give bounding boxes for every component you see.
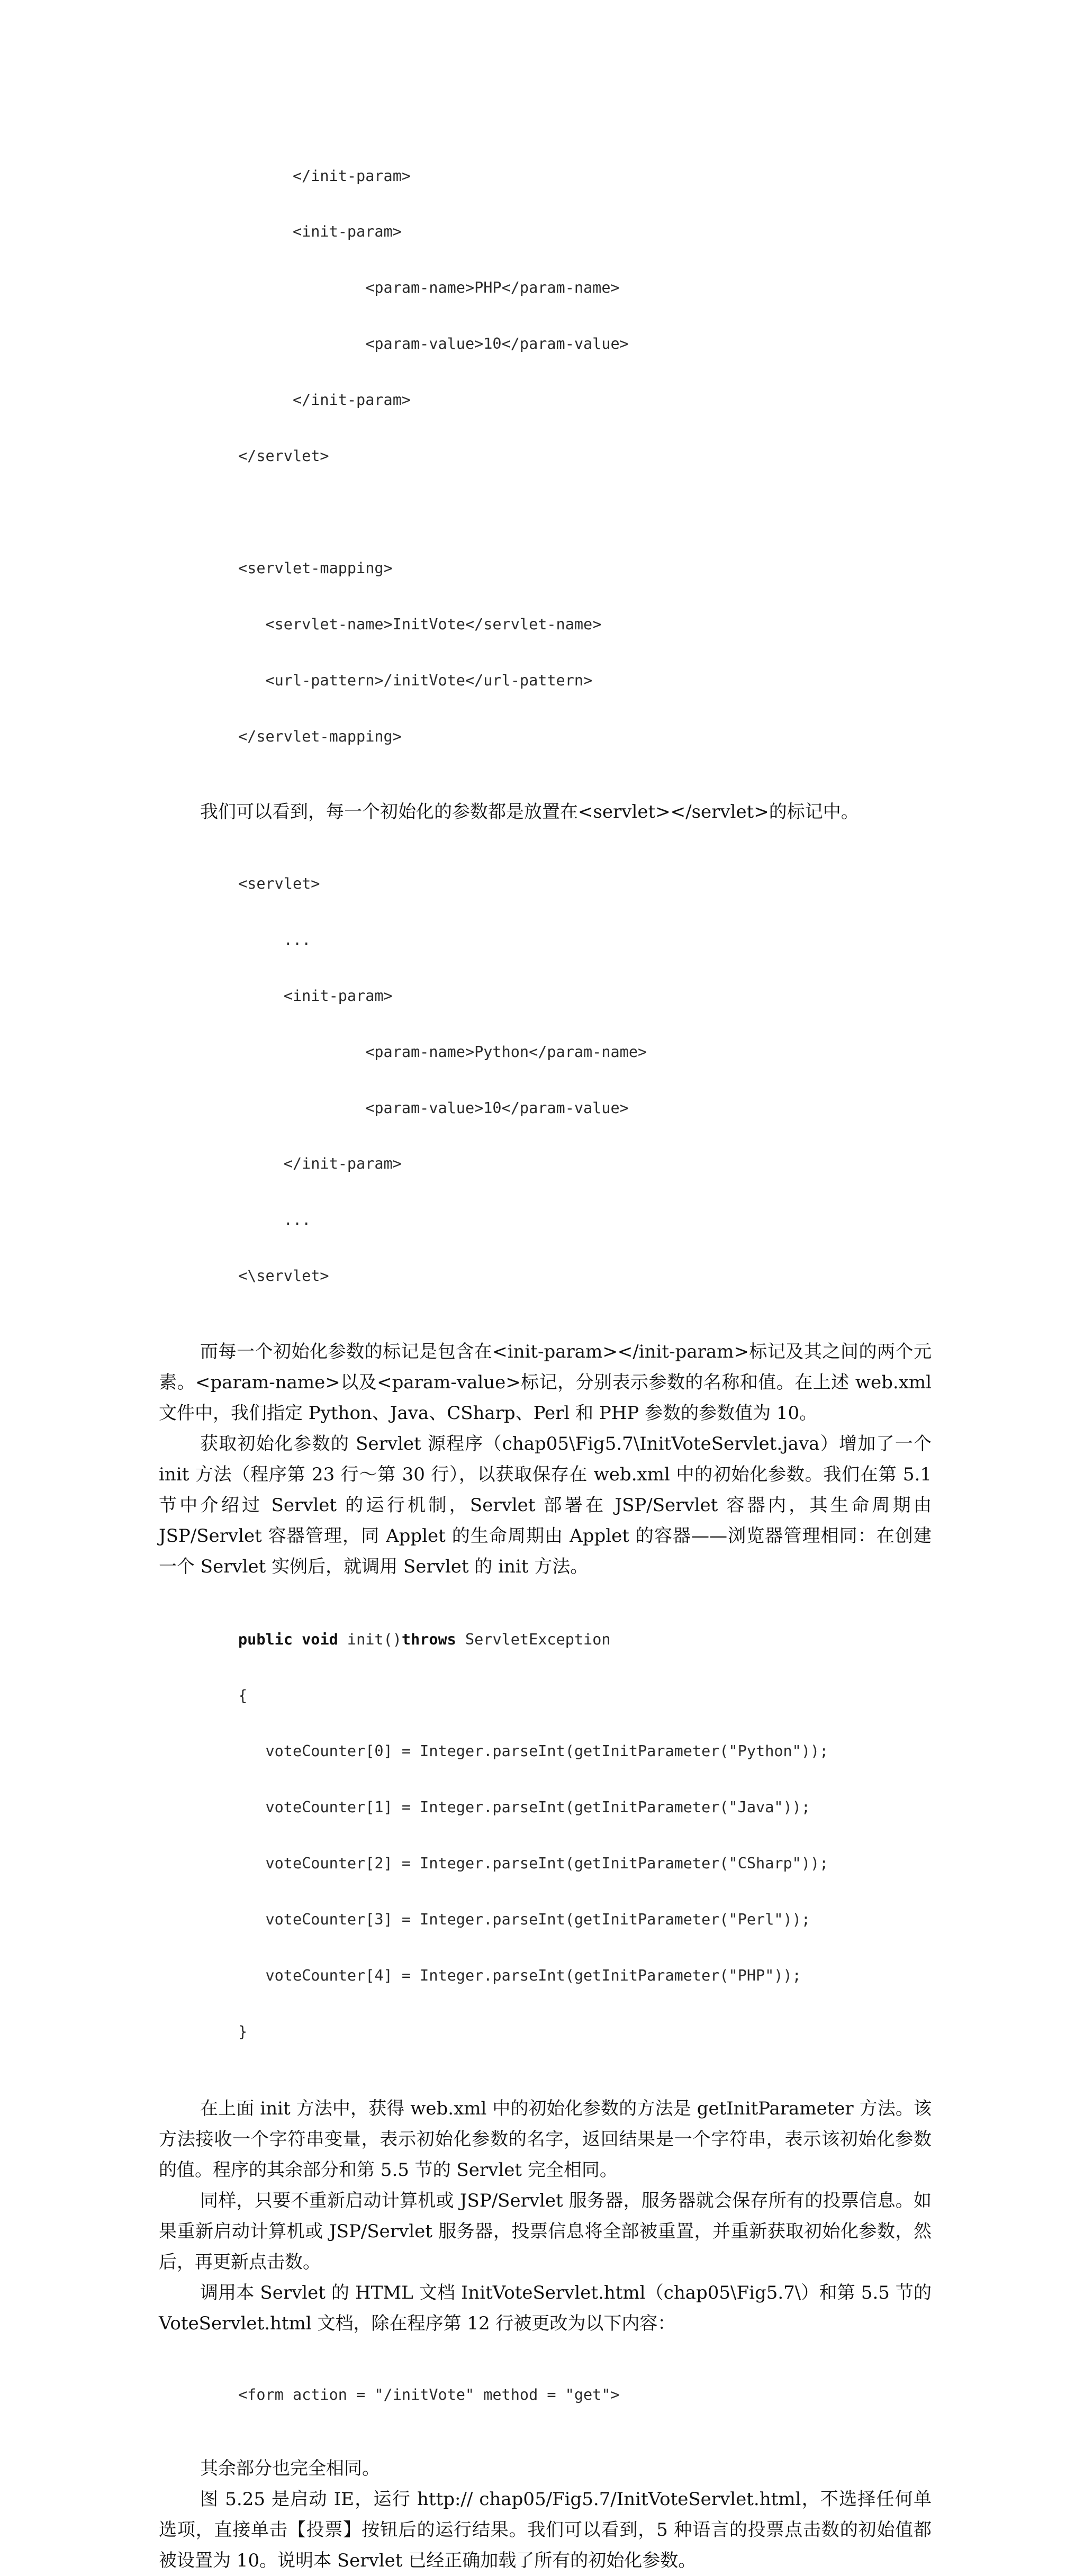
code-line: <init-param> <box>238 223 402 241</box>
code-block-servlet-init-param <box>238 837 932 1323</box>
code-block-form-action <box>238 2348 932 2442</box>
keyword: void <box>302 1630 338 1648</box>
code-line: <param-name>Python</param-name> <box>238 1043 647 1061</box>
code-line: voteCounter[1] = Integer.parseInt(getInitParameter("Java")); <box>238 1798 810 1816</box>
code-line: </init-param> <box>238 391 411 409</box>
exception-name: ServletException <box>456 1630 611 1648</box>
code-line: <url-pattern>/initVote</url-pattern> <box>238 671 593 689</box>
keyword: public <box>238 1630 293 1648</box>
document-page <box>159 129 932 2576</box>
paragraph: 其余部分也完全相同。 <box>200 2458 380 2480</box>
paragraph: 我们可以看到，每一个初始化的参数都是放置在<servlet></servlet>的标记中。 <box>200 801 859 823</box>
code-line: voteCounter[2] = Integer.parseInt(getInitParameter("CSharp")); <box>238 1855 829 1873</box>
code-block-init-method <box>238 1593 932 2078</box>
code-line: { <box>238 1686 248 1704</box>
keyword: throws <box>401 1630 456 1648</box>
code-line: </servlet> <box>238 447 329 465</box>
code-line: <servlet-name>InitVote</servlet-name> <box>238 615 602 633</box>
code-line: <form action = "/initVote" method = "get"> <box>238 2386 620 2404</box>
code-line: <servlet> <box>238 874 320 892</box>
code-line: ... <box>238 930 311 948</box>
paragraph: 图 5.25 是启动 IE，运行 http:// chap05/Fig5.7/InitVoteServlet.html，不选择任何单选项，直接单击【投票】按钮后的运行结果。我们可以看到，5 种语言的投票点击数的初始值都被设置为 10。说明本 Servlet 已经正确加载了所有的初始化参数。 <box>159 2489 932 2572</box>
code-line: <servlet-mapping> <box>238 559 393 577</box>
paragraph: 调用本 Servlet 的 HTML 文档 InitVoteServlet.html（chap05\Fig5.7\）和第 5.5 节的 VoteServlet.html 文档，除在程序第 12 行被更改为以下内容： <box>159 2282 932 2334</box>
code-block-web-xml-tail <box>238 129 932 783</box>
code-line: ... <box>238 1211 311 1229</box>
code-line: <param-value>10</param-value> <box>238 335 629 353</box>
code-line: voteCounter[4] = Integer.parseInt(getInitParameter("PHP")); <box>238 1967 801 1985</box>
code-line: voteCounter[0] = Integer.parseInt(getInitParameter("Python")); <box>238 1742 829 1760</box>
code-line-signature <box>238 1630 932 1649</box>
paragraph: 同样，只要不重新启动计算机或 JSP/Servlet 服务器，服务器就会保存所有的投票信息。如果重新启动计算机或 JSP/Servlet 服务器，投票信息将全部被重置，并重新获取初始化参数，然后，再更新点击数。 <box>159 2190 932 2273</box>
paragraph: 在上面 init 方法中，获得 web.xml 中的初始化参数的方法是 getInitParameter 方法。该方法接收一个字符串变量，表示初始化参数的名字，返回结果是一个字符串，表示该初始化参数的值。程序的其余部分和第 5.5 节的 Servlet 完全相同。 <box>159 2098 932 2181</box>
code-line <box>238 503 932 521</box>
code-line: <\servlet> <box>238 1267 329 1285</box>
code-line: <param-name>PHP</param-name> <box>238 279 620 297</box>
code-line: <init-param> <box>238 987 393 1005</box>
code-line: voteCounter[3] = Integer.parseInt(getInitParameter("Perl")); <box>238 1911 810 1929</box>
code-line: <param-value>10</param-value> <box>238 1099 629 1117</box>
code-line: </servlet-mapping> <box>238 727 402 745</box>
paragraph: 获取初始化参数的 Servlet 源程序（chap05\Fig5.7\InitVoteServlet.java）增加了一个 init 方法（程序第 23 行～第 30 行），以获取保存在 web.xml 中的初始化参数。我们在第 5.1 节中介绍过 Servlet 的运行机制，Servlet 部署在 JSP/Servlet 容器内，其生命周期由 JSP/Servlet 容器管理，同 Applet 的生命周期由 Applet 的容器——浏览器管理相同：在创建一个 Servlet 实例后，就调用 Servlet 的 init 方法。 <box>159 1433 932 1578</box>
paragraph: 而每一个初始化参数的标记是包含在<init-param></init-param>标记及其之间的两个元素。<param-name>以及<param-value>标记，分别表示参数的名称和值。在上述 web.xml 文件中，我们指定 Python、Java、CSharp、Perl 和 PHP 参数的参数值为 10。 <box>159 1341 932 1424</box>
code-line: </init-param> <box>238 1155 402 1173</box>
method-name: init() <box>338 1630 402 1648</box>
code-line: } <box>238 2022 248 2040</box>
code-line: </init-param> <box>238 167 411 185</box>
